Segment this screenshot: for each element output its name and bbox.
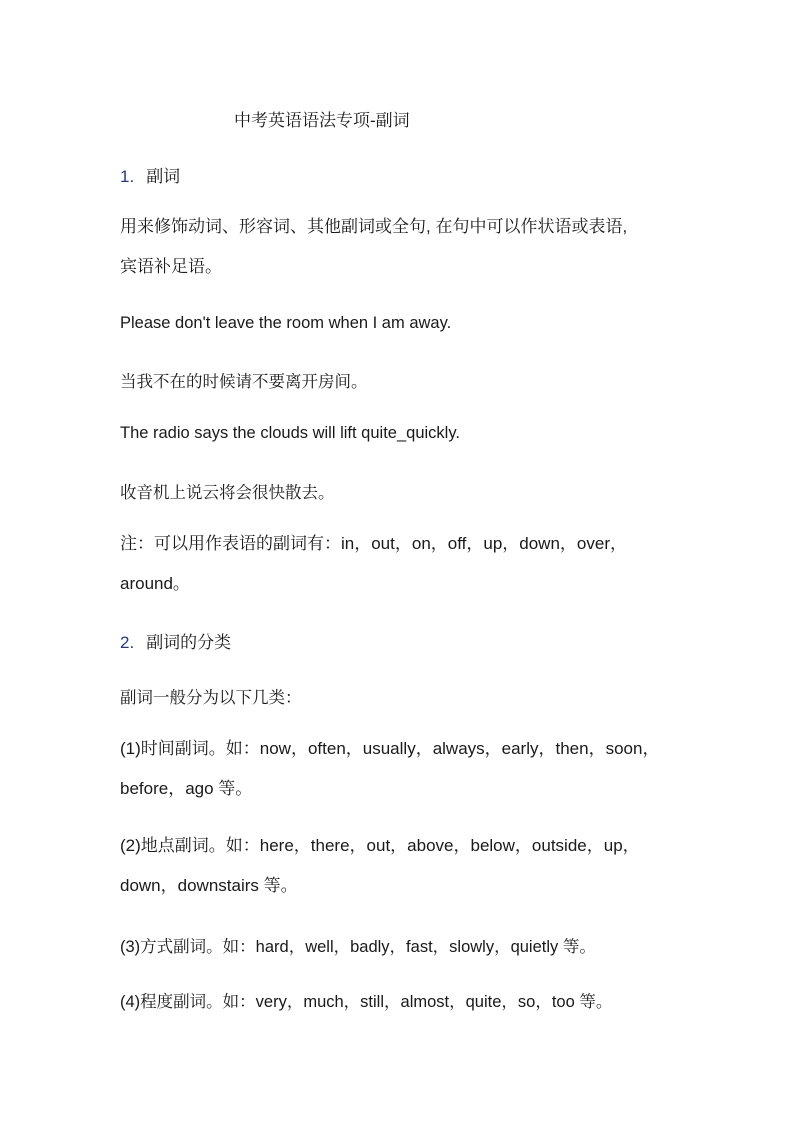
definition-line: 用来修饰动词、形容词、其他副词或全句, 在句中可以作状语或表语,: [120, 217, 628, 236]
class-line: (1)时间副词。如：now，often，usually，always，early，then，soon，: [120, 739, 660, 758]
class-paragraph-4: (4)程度副词。如：very，much，still，almost，quite，so，too 等。: [120, 993, 613, 1011]
example-sentence-zh: 收音机上说云将会很快散去。: [120, 484, 335, 502]
section-number: 2.: [120, 633, 135, 652]
section-number: 1.: [120, 167, 135, 186]
definition-line: 宾语补足语。: [120, 257, 222, 276]
example-sentence-en: Please don't leave the room when I am away.: [120, 314, 452, 332]
section-label: 副词: [146, 167, 181, 186]
class-paragraph-3: (3)方式副词。如：hard，well，badly，fast，slowly，quietly 等。: [120, 938, 596, 956]
section-label: 副词的分类: [146, 633, 232, 652]
note-paragraph: [120, 524, 680, 604]
definition-paragraph: [120, 207, 680, 287]
classes-intro: 副词一般分为以下几类：: [120, 689, 302, 707]
class-line: before，ago 等。: [120, 779, 253, 798]
class-line: down，downstairs 等。: [120, 876, 298, 895]
note-line: around。: [120, 574, 190, 593]
example-sentence-zh: 当我不在的时候请不要离开房间。: [120, 373, 368, 391]
page-title: 中考英语语法专项-副词: [234, 111, 410, 130]
section-heading-1: [120, 162, 180, 187]
example-sentence-en: The radio says the clouds will lift quite_quickly.: [120, 424, 460, 442]
note-line: 注：可以用作表语的副词有：in，out，on，off，up，down，over，: [120, 534, 627, 553]
class-paragraph-1: [120, 729, 680, 809]
class-paragraph-2: [120, 826, 680, 906]
section-heading-2: [120, 628, 231, 653]
class-line: (2)地点副词。如：here，there，out，above，below，outside，up，: [120, 836, 640, 855]
